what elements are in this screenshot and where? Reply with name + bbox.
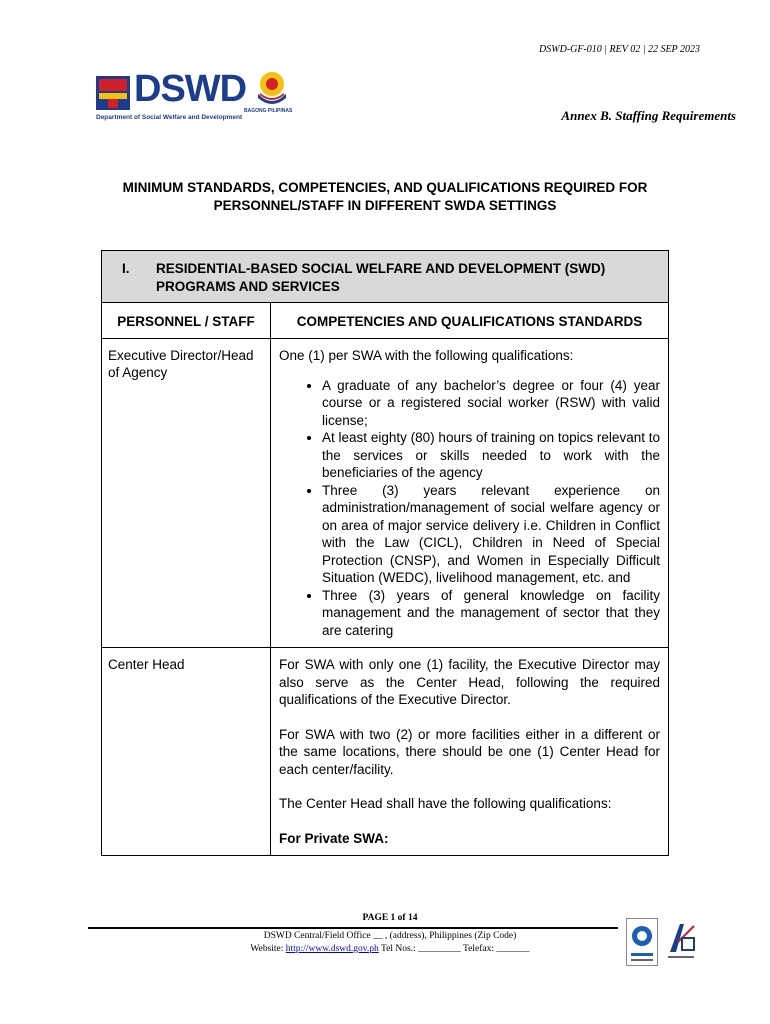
telephone-info: Tel Nos.: _________ Telefax: _______ <box>378 944 530 954</box>
section-header <box>102 251 669 303</box>
qualifications-intro: One (1) per SWA with the following qualifications: <box>279 348 574 363</box>
dswd-emblem-icon <box>96 76 130 110</box>
page-footer <box>100 913 680 954</box>
qualifications-cell <box>271 648 669 856</box>
iso-certification-icon <box>626 918 658 966</box>
subheading: For Private SWA: <box>279 830 389 846</box>
footer-address: DSWD Central/Field Office __ , (address), Philippines (Zip Code) <box>263 931 517 941</box>
list-item: • A graduate of any bachelor’s degree or four (4) year course or a registered social worker (RSW) with valid license; <box>322 377 660 430</box>
website-link[interactable]: http://www.dswd.gov.ph <box>285 944 379 954</box>
paragraph: For SWA with only one (1) facility, the Executive Director may also serve as the Center Head, following the required qualifications of the Executive Director. <box>279 657 660 707</box>
accreditation-logo-icon <box>664 918 698 964</box>
qualifications-cell <box>271 339 669 648</box>
website-label: Website: <box>250 944 286 954</box>
role-cell: Executive Director/Head of Agency <box>102 339 271 648</box>
footer-contact <box>100 944 680 954</box>
document-title <box>60 179 710 215</box>
list-item: • At least eighty (80) hours of training on topics relevant to the services or skills needed to work with the beneficiaries of the agency <box>322 429 660 482</box>
column-header-competencies: COMPETENCIES AND QUALIFICATIONS STANDARDS <box>271 303 669 339</box>
paragraph: For SWA with two (2) or more facilities either in a different or the same locations, there should be one (1) Center Head for each center/facility. <box>279 726 660 777</box>
list-item: • Three (3) years of general knowledge on facility management and the management of sector that they are catering <box>322 587 660 640</box>
title-line-2: PERSONNEL/STAFF IN DIFFERENT SWDA SETTINGS <box>213 198 557 213</box>
page-number: PAGE 1 of 14 <box>362 913 418 923</box>
logo-word: DSWD <box>134 68 247 110</box>
seal-label: BAGONG PILIPINAS <box>244 108 293 114</box>
table-row <box>102 339 669 648</box>
document-code: DSWD-GF-010 | REV 02 | 22 SEP 2023 <box>539 44 700 55</box>
staffing-table <box>101 250 669 856</box>
section-title: RESIDENTIAL-BASED SOCIAL WELFARE AND DEVELOPMENT (SWD) PROGRAMS AND SERVICES <box>156 261 606 294</box>
title-line-1: MINIMUM STANDARDS, COMPETENCIES, AND QUALIFICATIONS REQUIRED FOR <box>122 180 648 195</box>
bagong-pilipinas-seal <box>244 64 300 112</box>
logo-tagline: Department of Social Welfare and Development <box>96 114 243 121</box>
role-cell: Center Head <box>102 648 271 856</box>
section-number: I. <box>122 261 130 276</box>
footer-divider <box>88 927 618 929</box>
paragraph: The Center Head shall have the following qualifications: <box>279 796 612 811</box>
qualifications-list <box>279 377 660 640</box>
list-item: • Three (3) years relevant experience on administration/management of social welfare agency or on area of major service delivery i.e. Children in Conflict with the Law (CICL), Children in Need of Special Protection (CNSP), and Women in Especially Difficult Situation (WEDC), livelihood management, etc. and <box>322 482 660 587</box>
table-row <box>102 648 669 856</box>
sun-seal-icon <box>244 64 300 108</box>
column-header-personnel: PERSONNEL / STAFF <box>102 303 271 339</box>
annex-label: Annex B. Staffing Requirements <box>561 108 736 123</box>
